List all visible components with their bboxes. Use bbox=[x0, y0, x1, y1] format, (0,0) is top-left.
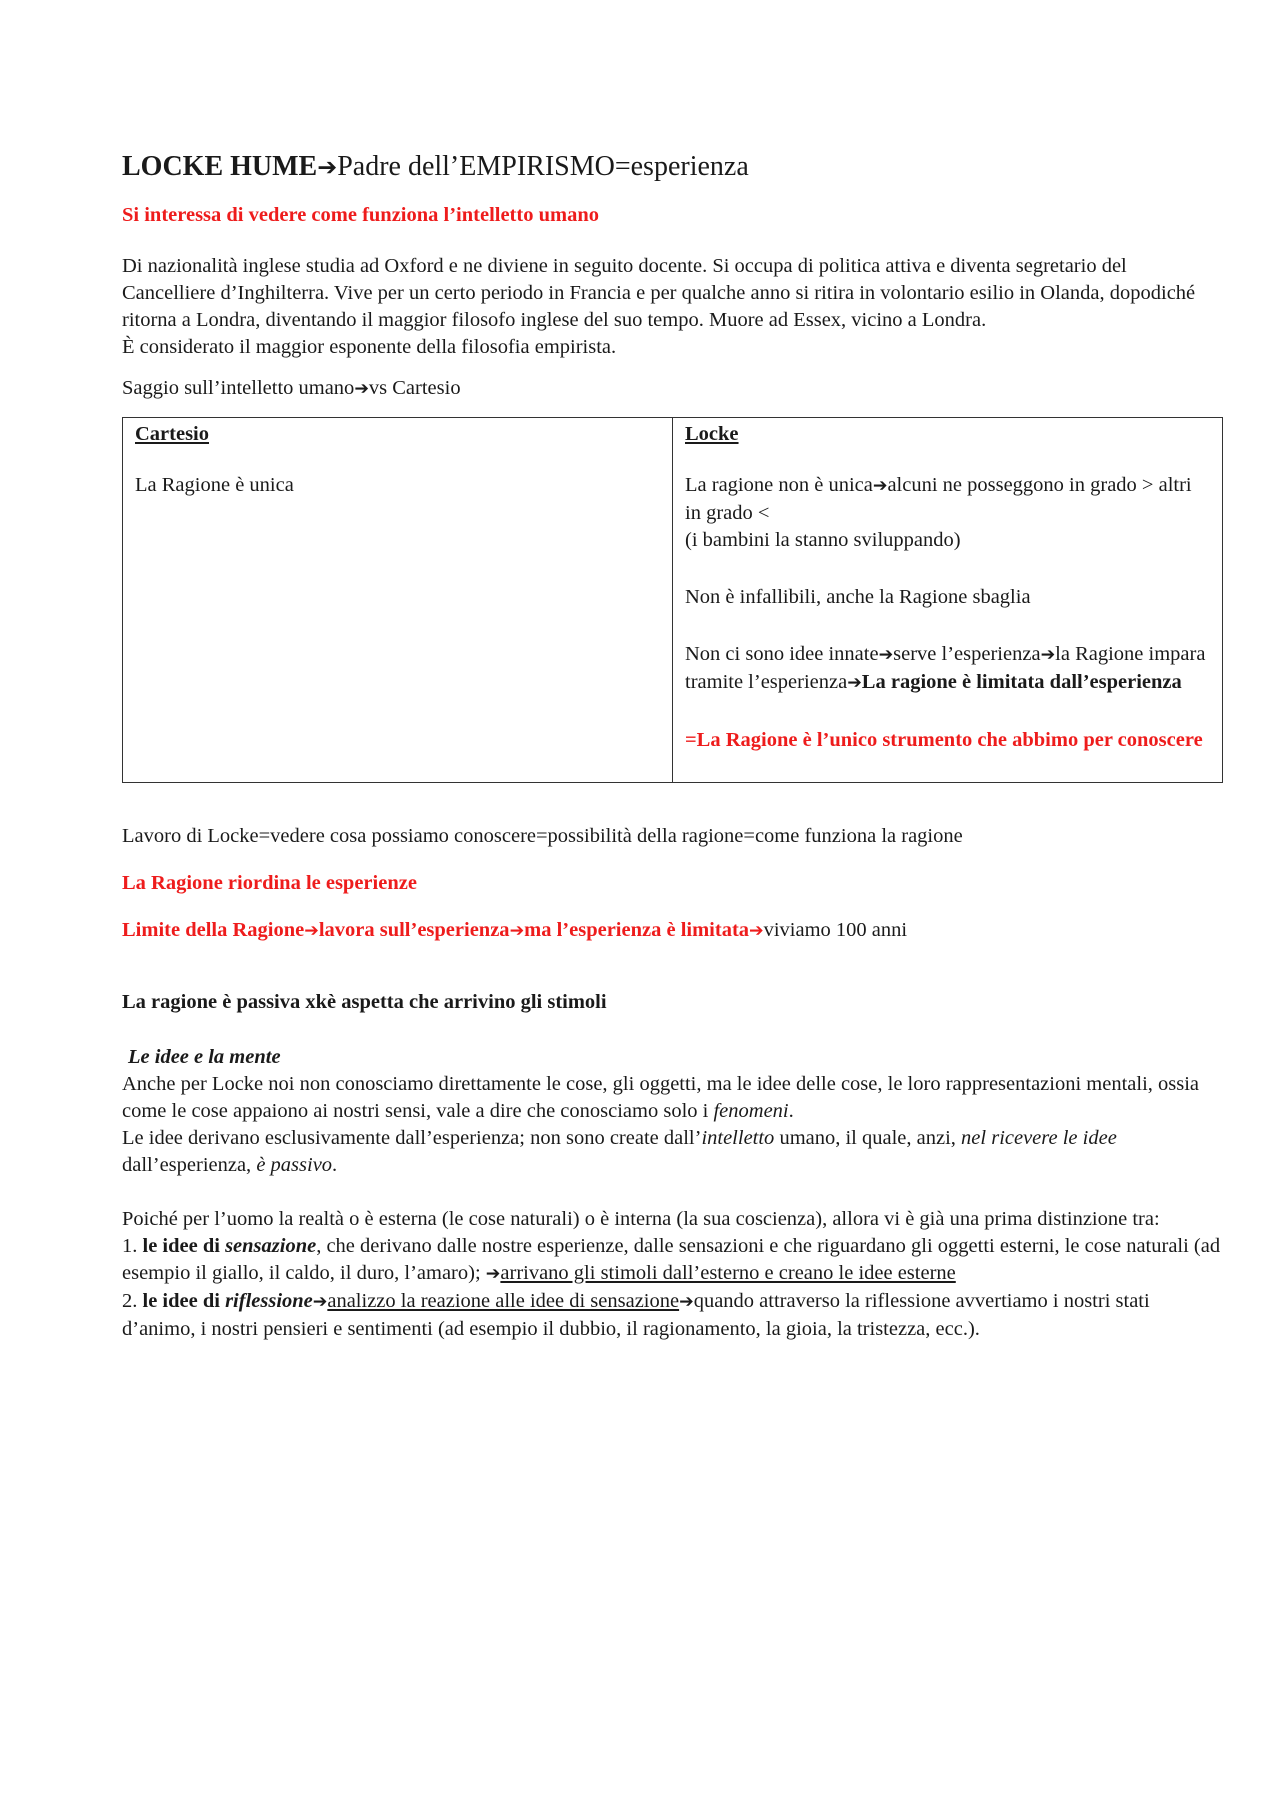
item1-underline: arrivano gli stimoli dall’esterno e creano le idee esterne bbox=[500, 1262, 956, 1284]
limite-line bbox=[122, 917, 1222, 945]
saggio-b: vs Cartesio bbox=[368, 377, 461, 399]
cartesio-cell bbox=[123, 418, 673, 783]
saggio-a: Saggio sull’intelletto umano bbox=[122, 377, 355, 399]
limite-b: lavora sull’esperienza bbox=[318, 919, 510, 941]
document-body bbox=[122, 150, 1222, 1343]
riordina-line: La Ragione riordina le esperienze bbox=[122, 872, 417, 894]
bio-paragraph: Di nazionalità inglese studia ad Oxford e ne diviene in seguito docente. Si occupa di politica attiva e diventa segretario del Cancelliere d’Inghilterra. Vive per un certo periodo in Francia e per qualche anno si ritira in volontario esilio in Olanda, dopodiché ritorna a Londra, diventando il maggior filosofo inglese del suo tempo. Muore ad Essex, vicino a Londra. bbox=[122, 255, 1196, 331]
arrow-right-icon: ➔ bbox=[509, 921, 525, 941]
arrow-right-icon: ➔ bbox=[317, 153, 338, 181]
cartesio-text: La Ragione è unica bbox=[135, 474, 294, 496]
arrow-right-icon: ➔ bbox=[1040, 645, 1056, 665]
idee-paragraph-1 bbox=[122, 1071, 1222, 1125]
locke-point-3a: Non ci sono idee innate bbox=[685, 643, 879, 665]
locke-point-1 bbox=[685, 472, 1210, 554]
locke-point-3c: la Ragione impara tramite l’esperienza bbox=[685, 643, 1206, 693]
comparison-table bbox=[122, 417, 1223, 783]
locke-point-4: =La Ragione è l’unico strumento che abbimo per conoscere bbox=[685, 729, 1203, 751]
idee-p2e: dall’esperienza, bbox=[122, 1154, 257, 1176]
list-item-2 bbox=[122, 1288, 1222, 1343]
limite-a: Limite della Ragione bbox=[122, 919, 305, 941]
idee-p1c: . bbox=[788, 1100, 794, 1122]
idee-heading: Le idee e la mente bbox=[128, 1046, 281, 1068]
idee-p2f: è passivo bbox=[256, 1154, 333, 1176]
locke-point-3 bbox=[685, 641, 1210, 697]
locke-point-3b: serve l’esperienza bbox=[893, 643, 1041, 665]
arrow-right-icon: ➔ bbox=[872, 476, 888, 496]
arrow-right-icon: ➔ bbox=[485, 1264, 501, 1284]
idee-p2b: intelletto bbox=[701, 1127, 775, 1149]
limite-c: ma l’esperienza è limitata bbox=[524, 919, 750, 941]
bio-paragraph-2: È considerato il maggior esponente della filosofia empirista. bbox=[122, 336, 617, 358]
poiche-paragraph: Poiché per l’uomo la realtà o è esterna (le cose naturali) o è interna (la sua coscienza), allora vi è già una prima distinzione tra: bbox=[122, 1208, 1160, 1230]
locke-point-2: Non è infallibili, anche la Ragione sbaglia bbox=[685, 586, 1031, 608]
idee-p1a: Anche per Locke noi non conosciamo direttamente le cose, gli oggetti, ma le idee delle cose, le loro rappresentazioni mentali, ossia come le cose appaiono ai nostri sensi, vale a dire che conosciamo solo i bbox=[122, 1073, 1200, 1122]
table-row bbox=[123, 418, 1223, 783]
list-item-1 bbox=[122, 1233, 1222, 1288]
item1-num: 1. bbox=[122, 1235, 143, 1257]
arrow-right-icon: ➔ bbox=[304, 921, 319, 941]
arrow-right-icon: ➔ bbox=[679, 1292, 694, 1312]
item2-num: 2. bbox=[122, 1290, 143, 1312]
saggio-line bbox=[122, 375, 1222, 403]
item2-bold-italic: riflessione bbox=[225, 1290, 313, 1312]
title-bold: LOCKE HUME bbox=[122, 151, 318, 182]
item2-underline: analizzo la reazione alle idee di sensazione bbox=[327, 1290, 680, 1312]
idee-p2d: nel ricevere le idee bbox=[961, 1127, 1117, 1149]
subtitle: Si interessa di vedere come funziona l’intelletto umano bbox=[122, 204, 599, 226]
idee-p1b: fenomeni bbox=[713, 1100, 789, 1122]
arrow-right-icon: ➔ bbox=[847, 673, 862, 693]
cartesio-header: Cartesio bbox=[135, 423, 210, 445]
locke-header: Locke bbox=[685, 423, 739, 445]
idee-p2a: Le idee derivano esclusivamente dall’esperienza; non sono create dall’ bbox=[122, 1127, 702, 1149]
locke-cell bbox=[673, 418, 1223, 783]
locke-point-1c: (i bambini la stanno sviluppando) bbox=[685, 529, 961, 551]
idee-p2c: umano, il quale, anzi, bbox=[774, 1127, 962, 1149]
locke-point-1b: alcuni ne posseggono in grado > altri in grado < bbox=[685, 474, 1192, 524]
arrow-right-icon: ➔ bbox=[878, 645, 894, 665]
item1-bold: le idee di bbox=[142, 1235, 226, 1257]
locke-point-3d: La ragione è limitata dall’esperienza bbox=[861, 671, 1182, 693]
limite-d: viviamo 100 anni bbox=[763, 919, 908, 941]
item1-bold-italic: sensazione bbox=[225, 1235, 317, 1257]
locke-point-1a: La ragione non è unica bbox=[685, 474, 873, 496]
item2-bold: le idee di bbox=[142, 1290, 226, 1312]
item1-text: , che derivano dalle nostre esperienze, dalle sensazioni e che riguardano gli oggetti esterni, le cose naturali (ad esempio il giallo, il caldo, il duro, l’amaro); bbox=[122, 1235, 1221, 1284]
item2-text: quando attraverso la riflessione avvertiamo i nostri stati d’animo, i nostri pensieri e sentimenti (ad esempio il dubbio, il ragionamento, la gioia, la tristezza, ecc.). bbox=[122, 1290, 1150, 1340]
arrow-right-icon: ➔ bbox=[312, 1292, 328, 1312]
lavoro-line: Lavoro di Locke=vedere cosa possiamo conoscere=possibilità della ragione=come funziona la ragione bbox=[122, 825, 963, 847]
title-rest: Padre dell’EMPIRISMO=esperienza bbox=[337, 151, 749, 182]
idee-paragraph-2 bbox=[122, 1125, 1222, 1179]
page-title bbox=[122, 150, 1222, 184]
arrow-right-icon: ➔ bbox=[354, 379, 369, 399]
idee-p2g: . bbox=[332, 1154, 338, 1176]
arrow-right-icon: ➔ bbox=[749, 921, 764, 941]
passiva-line: La ragione è passiva xkè aspetta che arrivino gli stimoli bbox=[122, 991, 607, 1013]
